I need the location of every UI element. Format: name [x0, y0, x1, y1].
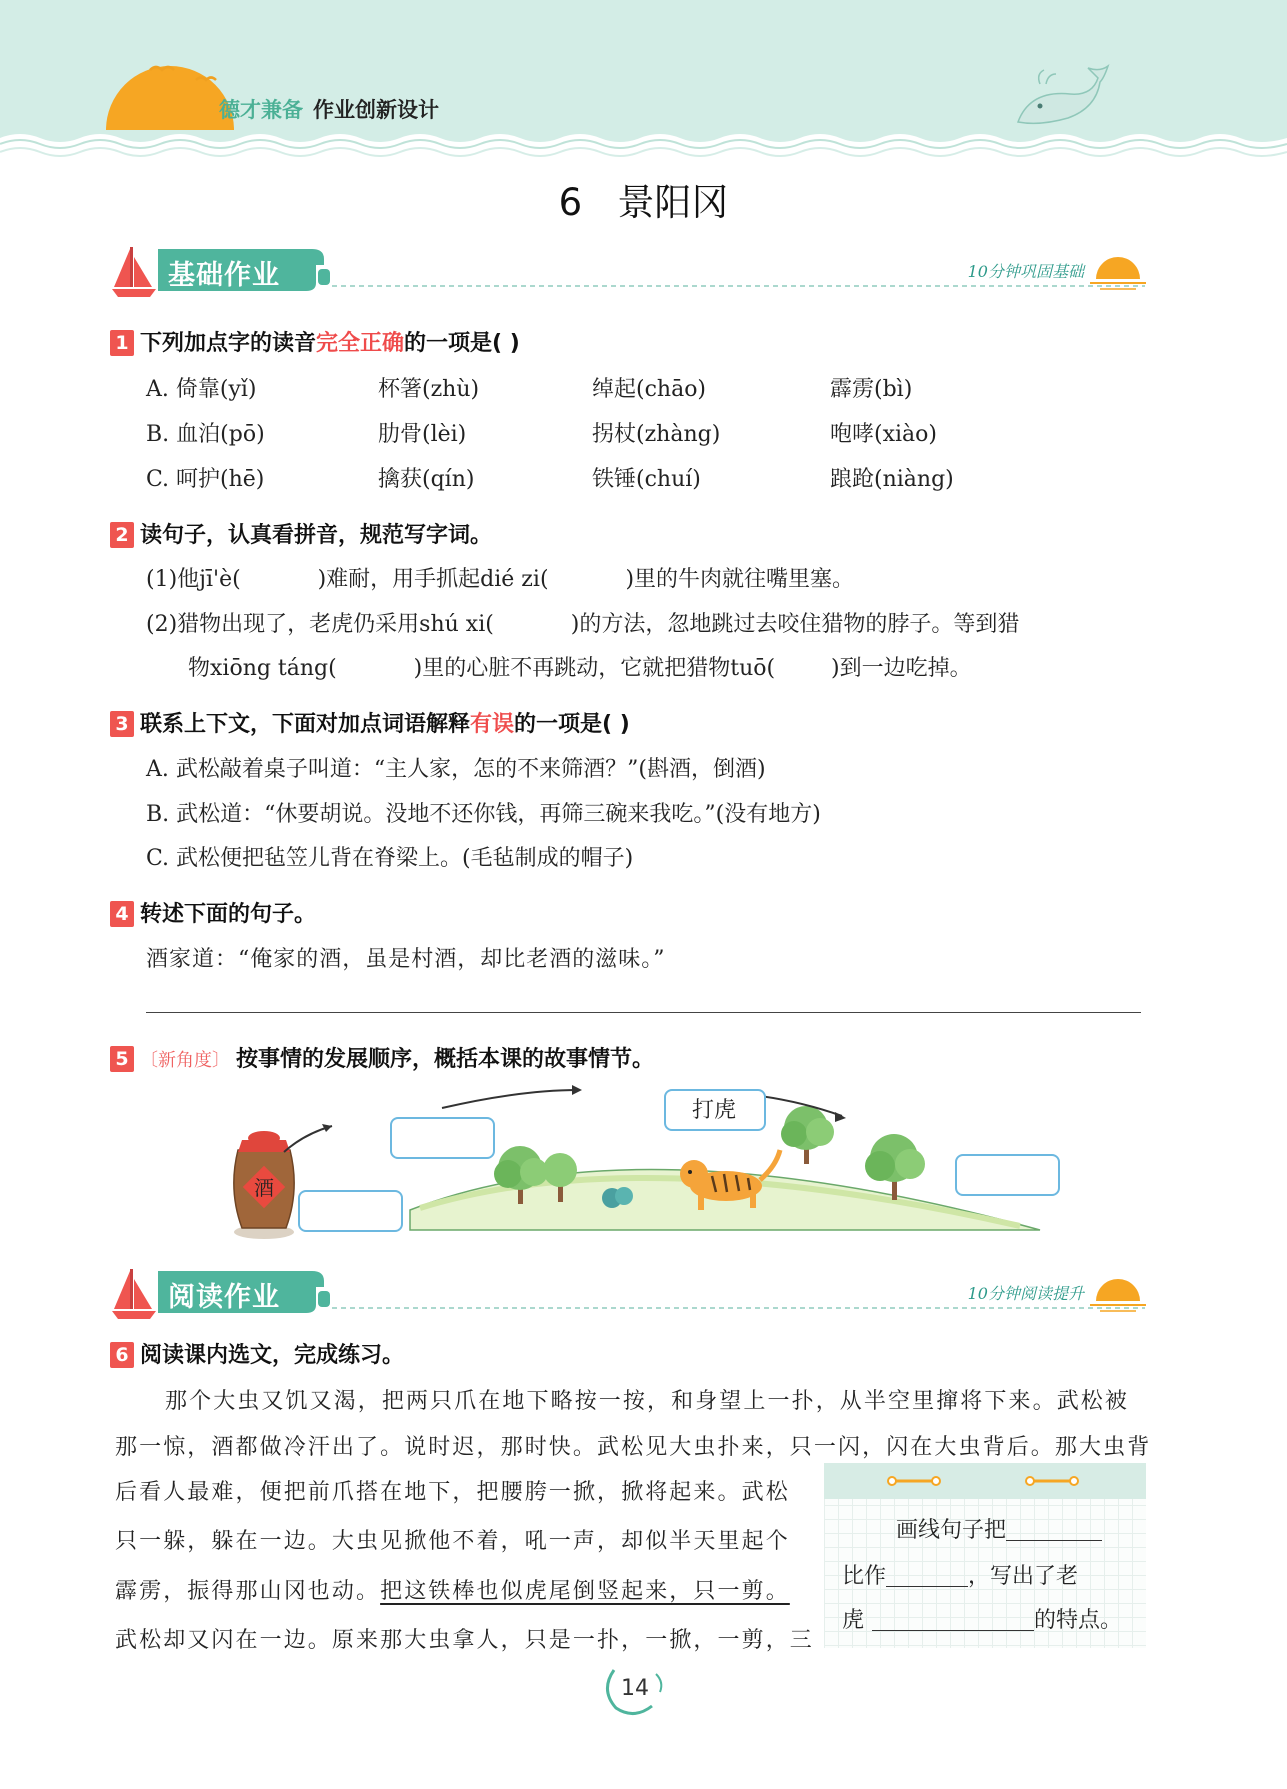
lesson-title: 6 景阳冈 — [558, 181, 729, 224]
note-blank-2[interactable] — [886, 1565, 968, 1587]
plot-box-2[interactable] — [390, 1117, 495, 1159]
q1-option-a1: A. 倚靠(yǐ) — [146, 377, 257, 402]
note-card-header — [824, 1463, 1146, 1499]
question-number: 5 — [110, 1046, 134, 1072]
sun-icon — [106, 66, 234, 130]
q2-line-1: (1)他jī'è( )难耐，用手抓起dié zi( )里的牛肉就往嘴里塞。 — [146, 567, 855, 592]
sailboat-icon — [112, 247, 156, 297]
page-number: 14 — [621, 1676, 649, 1701]
plot-box-fight-label: 打虎 — [691, 1098, 736, 1123]
question-4-heading: 4 转述下面的句子。 — [110, 897, 316, 928]
note-line-3: 虎 的特点。 — [842, 1608, 1123, 1633]
section-reading-banner — [110, 1265, 1150, 1321]
wine-jar-icon — [234, 1131, 294, 1239]
pin-decoration — [824, 1463, 1146, 1499]
q1-option-c3: 铁锤(chuí) — [592, 467, 701, 492]
section-reading-title: 阅读作业 — [168, 1282, 280, 1313]
q2-line-2: (2)猎物出现了，老虎仍采用shú xi( )的方法，忽地跳过去咬住猎物的脖子。等到猎 — [146, 612, 1020, 637]
underlined-sentence: 把这铁棒也似虎尾倒竖起来，只一剪。 — [380, 1579, 790, 1604]
arrow-right-icon — [835, 1112, 846, 1122]
question-2-heading: 2 读句子，认真看拼音，规范写字词。 — [110, 518, 492, 549]
new-angle-tag: 〔新角度〕 — [140, 1050, 230, 1071]
question-6-heading: 6 阅读课内选文，完成练习。 — [110, 1338, 404, 1369]
q4-sentence: 酒家道：“俺家的酒，虽是村酒，却比老酒的滋味。” — [146, 947, 666, 972]
note-card — [824, 1463, 1146, 1648]
question-5-heading: 5 〔新角度〕 按事情的发展顺序，概括本课的故事情节。 — [110, 1042, 654, 1073]
plot-box-4[interactable] — [955, 1154, 1060, 1196]
question-3-heading: 3 联系上下文，下面对加点词语解释有误的一项是( ) — [110, 707, 630, 738]
section-basic-title: 基础作业 — [168, 260, 280, 291]
plot-box-1[interactable] — [298, 1190, 403, 1232]
note-line-1: 画线句子把 — [896, 1513, 1102, 1544]
note-blank-3[interactable] — [872, 1609, 1034, 1631]
q4-answer-line[interactable] — [146, 1012, 1141, 1013]
header-brand: 德才兼备 — [219, 98, 303, 122]
sailboat-icon — [112, 1269, 156, 1319]
q3-option-c: C. 武松便把毡笠儿背在脊梁上。(毛毡制成的帽子) — [146, 846, 634, 871]
q3-option-a: A. 武松敲着桌子叫道：“主人家，怎的不来筛酒？”(斟酒，倒酒) — [146, 757, 766, 782]
question-1-heading: 1 下列加点字的读音完全正确的一项是( ) — [110, 326, 520, 357]
q1-option-b1: B. 血泊(pō) — [146, 422, 265, 447]
q1-option-a2: 杯箸(zhù) — [378, 377, 480, 402]
passage-line-2: 那一惊，酒都做冷汗出了。说时迟，那时快。武松见大虫扑来，只一闪，闪在大虫背后。那大虫背 — [115, 1435, 1152, 1460]
note-blank-1[interactable] — [1006, 1519, 1102, 1541]
sunrise-icon — [1090, 257, 1146, 289]
section-basic-time: 10分钟巩固基础 — [967, 262, 1084, 281]
q1-option-a3: 绰起(chāo) — [592, 377, 707, 402]
sunrise-icon — [1090, 1279, 1146, 1311]
passage-line-4: 只一躲，躲在一边。大虫见掀他不着，吼一声，却似半天里起个 — [115, 1529, 790, 1554]
q1-option-b3: 拐杖(zhàng) — [592, 422, 721, 447]
wine-jar-label: 酒 — [254, 1176, 274, 1200]
question-number: 1 — [110, 330, 134, 356]
q2-line-3: 物xiōng táng( )里的心脏不再跳动，它就把猎物tuō( )到一边吃掉。 — [188, 656, 972, 681]
arrow-right-icon — [572, 1085, 582, 1095]
question-number: 6 — [110, 1342, 134, 1368]
q1-option-a4: 霹雳(bì) — [830, 377, 913, 402]
header-series: 作业创新设计 — [313, 98, 439, 122]
passage-line-1: 那个大虫又饥又渴，把两只爪在地下略按一按，和身望上一扑，从半空里撺将下来。武松被 — [165, 1389, 1130, 1414]
question-number: 2 — [110, 522, 134, 548]
passage-line-5: 霹雳，振得那山冈也动。把这铁棒也似虎尾倒竖起来，只一剪。 — [115, 1579, 790, 1604]
section-reading-time: 10分钟阅读提升 — [967, 1284, 1084, 1303]
note-line-2: 比作 ，写出了老 — [842, 1564, 1079, 1589]
section-basic-banner — [110, 243, 1150, 299]
whale-icon — [1018, 66, 1108, 123]
q1-option-c1: C. 呵护(hē) — [146, 467, 265, 492]
passage-line-3: 后看人最难，便把前爪搭在地下，把腰胯一掀，掀将起来。武松 — [115, 1480, 790, 1505]
question-number: 3 — [110, 711, 134, 737]
header-decoration — [0, 60, 1287, 170]
q1-option-c4: 踉跄(niàng) — [830, 467, 954, 492]
q1-option-b4: 咆哮(xiào) — [830, 422, 937, 447]
q1-option-c2: 擒获(qín) — [378, 467, 475, 492]
q1-option-b2: 肋骨(lèi) — [378, 422, 467, 447]
passage-line-6: 武松却又闪在一边。原来那大虫拿人，只是一扑，一掀，一剪，三 — [115, 1628, 814, 1653]
question-number: 4 — [110, 901, 134, 927]
q3-option-b: B. 武松道：“休要胡说。没地不还你钱，再筛三碗来我吃。”(没有地方) — [146, 802, 821, 827]
